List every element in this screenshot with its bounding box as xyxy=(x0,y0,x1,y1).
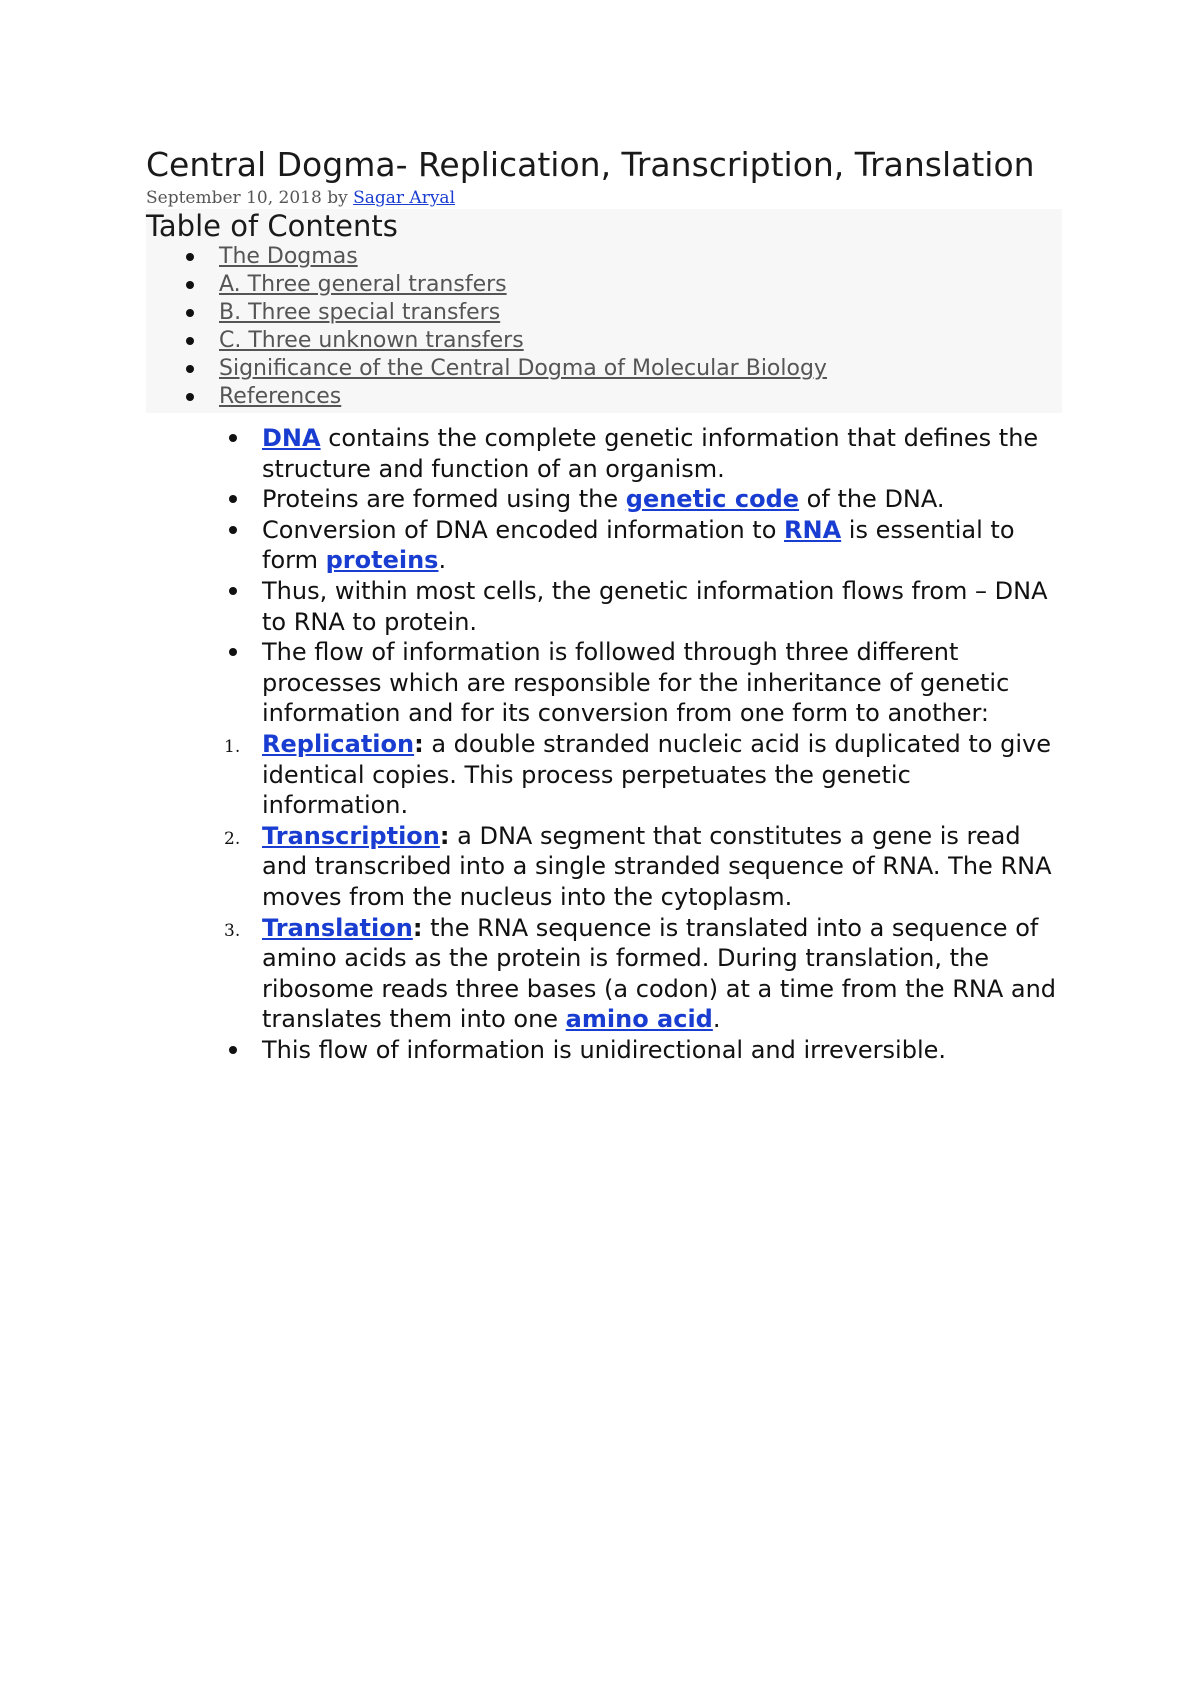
genetic-code-link[interactable]: genetic code xyxy=(625,485,800,514)
toc-link-significance[interactable]: Significance of the Central Dogma of Molecular Biology xyxy=(219,356,827,381)
numbered-item xyxy=(224,913,1062,1035)
by-label: by xyxy=(327,188,348,208)
list-item-text: Proteins are formed using the xyxy=(262,485,626,514)
colon: : xyxy=(439,821,450,850)
list-item-text: This flow of information is unidirectional and irreversible. xyxy=(262,1035,947,1064)
article-body xyxy=(146,423,1062,1065)
colon: : xyxy=(412,913,423,942)
amino-acid-link[interactable]: amino acid xyxy=(565,1005,713,1034)
list-item-text: the RNA sequence is translated into a sequence of amino acids as the protein is formed. During translation, the ribosome reads three bases (a codon) at a time from the RNA and translates them into one xyxy=(262,913,1057,1034)
numbered-item xyxy=(224,821,1062,913)
list-item xyxy=(262,637,1062,729)
list-item xyxy=(262,1035,1062,1066)
post-date: September 10, 2018 xyxy=(146,188,322,208)
transcription-link[interactable]: Transcription xyxy=(262,821,440,850)
translation-link[interactable]: Translation xyxy=(262,913,413,942)
toc-item xyxy=(146,355,1062,383)
list-item-text: Conversion of DNA encoded information to xyxy=(262,515,785,544)
toc-link-general-transfers[interactable]: A. Three general transfers xyxy=(219,272,507,297)
list-item-text: a DNA segment that constitutes a gene is read and transcribed into a single stranded sequence of RNA. The RNA moves from the nucleus into the cytoplasm. xyxy=(262,821,1052,911)
list-item-text: The flow of information is followed through three different processes which are responsible for the inheritance of genetic information and for its conversion from one form to another: xyxy=(262,638,1010,728)
list-item-text: a double stranded nucleic acid is duplicated to give identical copies. This process perpetuates the genetic information. xyxy=(262,729,1051,820)
table-of-contents xyxy=(146,209,1062,413)
dna-link[interactable]: DNA xyxy=(262,424,321,452)
toc-item xyxy=(146,327,1062,355)
item-number: 2. xyxy=(224,828,241,849)
post-meta xyxy=(146,187,1066,209)
list-item-text: . xyxy=(438,546,447,575)
toc-link-unknown-transfers[interactable]: C. Three unknown transfers xyxy=(219,328,524,353)
list-item-text: of the DNA. xyxy=(799,485,945,514)
list-item xyxy=(262,515,1062,576)
list-item-text: Thus, within most cells, the genetic information flows from – DNA to RNA to protein. xyxy=(262,576,1048,636)
author-link[interactable]: Sagar Aryal xyxy=(353,188,456,208)
article xyxy=(146,144,1066,1065)
proteins-link[interactable]: proteins xyxy=(325,546,439,575)
item-number: 3. xyxy=(224,920,241,941)
list-item-text: contains the complete genetic information that defines the structure and function of an organism. xyxy=(262,424,1039,483)
list-item xyxy=(262,576,1062,637)
list-item xyxy=(262,484,1062,515)
toc-item xyxy=(146,243,1062,271)
toc-title: Table of Contents xyxy=(146,209,398,243)
page-title: Central Dogma- Replication, Transcription, Translation xyxy=(146,145,1035,184)
list-item-text: . xyxy=(712,1005,721,1034)
toc-list xyxy=(146,243,1062,411)
toc-item xyxy=(146,299,1062,327)
colon: : xyxy=(414,729,424,758)
toc-item xyxy=(146,383,1062,411)
numbered-item xyxy=(224,729,1062,821)
toc-link-references[interactable]: References xyxy=(219,384,342,409)
toc-link-the-dogmas[interactable]: The Dogmas xyxy=(219,244,358,269)
replication-link[interactable]: Replication xyxy=(262,729,415,758)
list-item-text: is essential to form xyxy=(262,515,1015,575)
toc-item xyxy=(146,271,1062,299)
toc-link-special-transfers[interactable]: B. Three special transfers xyxy=(219,300,501,325)
list-item xyxy=(262,423,1062,484)
item-number: 1. xyxy=(224,736,241,757)
rna-link[interactable]: RNA xyxy=(784,515,842,544)
